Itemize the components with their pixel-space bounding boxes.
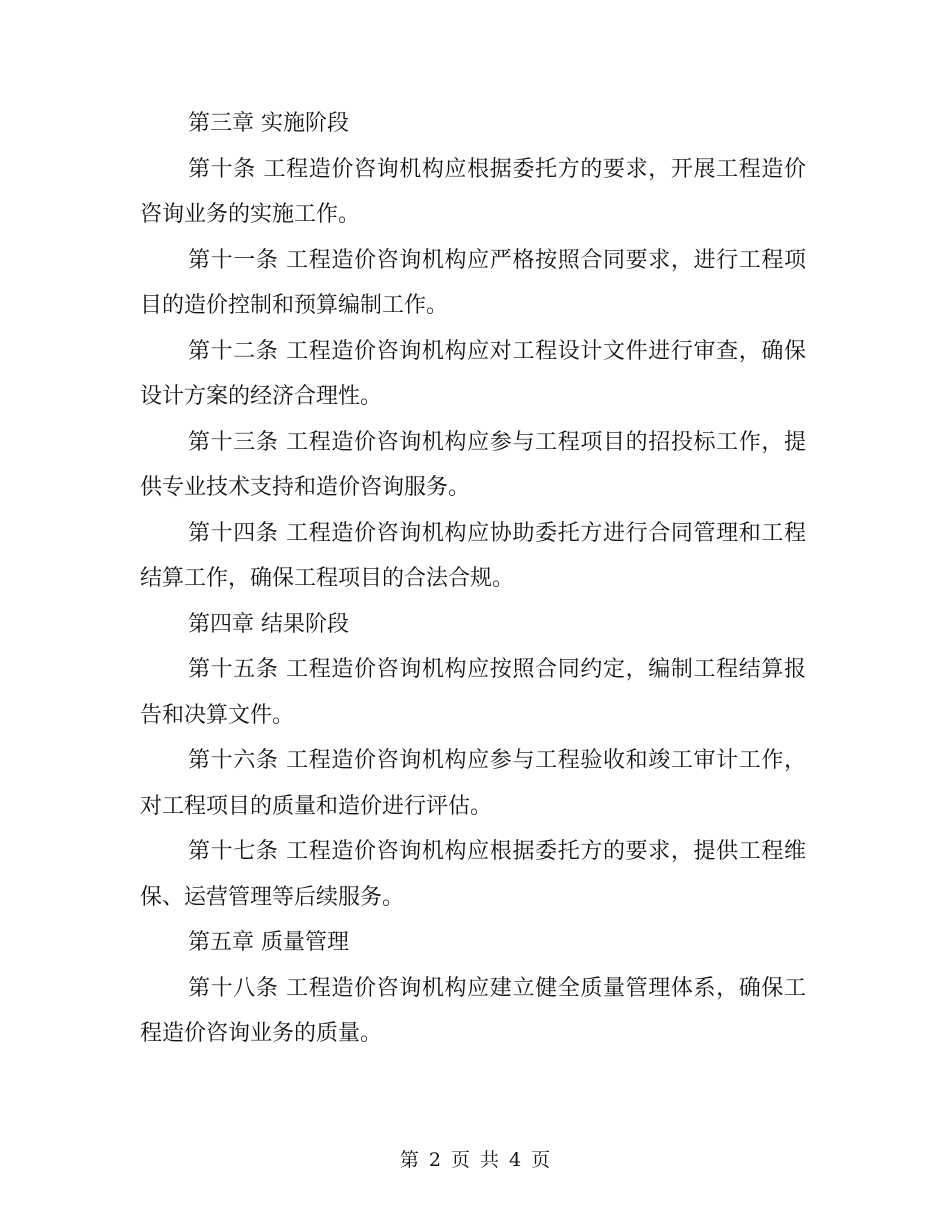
article-14: 第十四条 工程造价咨询机构应协助委托方进行合同管理和工程结算工作，确保工程项目的合法合规。 xyxy=(140,520,806,591)
article-12: 第十二条 工程造价咨询机构应对工程设计文件进行审查，确保设计方案的经济合理性。 xyxy=(140,338,806,409)
chapter-heading-4: 第四章 结果阶段 xyxy=(188,611,349,637)
article-17: 第十七条 工程造价咨询机构应根据委托方的要求，提供工程维保、运营管理等后续服务。 xyxy=(140,839,806,910)
page-number-footer: 第 2 页 共 4 页 xyxy=(399,1149,551,1171)
article-16: 第十六条 工程造价咨询机构应参与工程验收和竣工审计工作，对工程项目的质量和造价进行评估。 xyxy=(140,748,806,819)
article-18: 第十八条 工程造价咨询机构应建立健全质量管理体系，确保工程造价咨询业务的质量。 xyxy=(140,975,806,1046)
chapter-heading-5: 第五章 质量管理 xyxy=(188,930,349,955)
article-13: 第十三条 工程造价咨询机构应参与工程项目的招投标工作，提供专业技术支持和造价咨询服务。 xyxy=(140,429,806,500)
article-11: 第十一条 工程造价咨询机构应严格按照合同要求，进行工程项目的造价控制和预算编制工作。 xyxy=(140,247,806,318)
article-15: 第十五条 工程造价咨询机构应按照合同约定，编制工程结算报告和决算文件。 xyxy=(140,657,806,728)
article-10: 第十条 工程造价咨询机构应根据委托方的要求，开展工程造价咨询业务的实施工作。 xyxy=(140,156,806,227)
chapter-heading-3: 第三章 实施阶段 xyxy=(188,111,349,136)
document-body xyxy=(140,101,806,1057)
